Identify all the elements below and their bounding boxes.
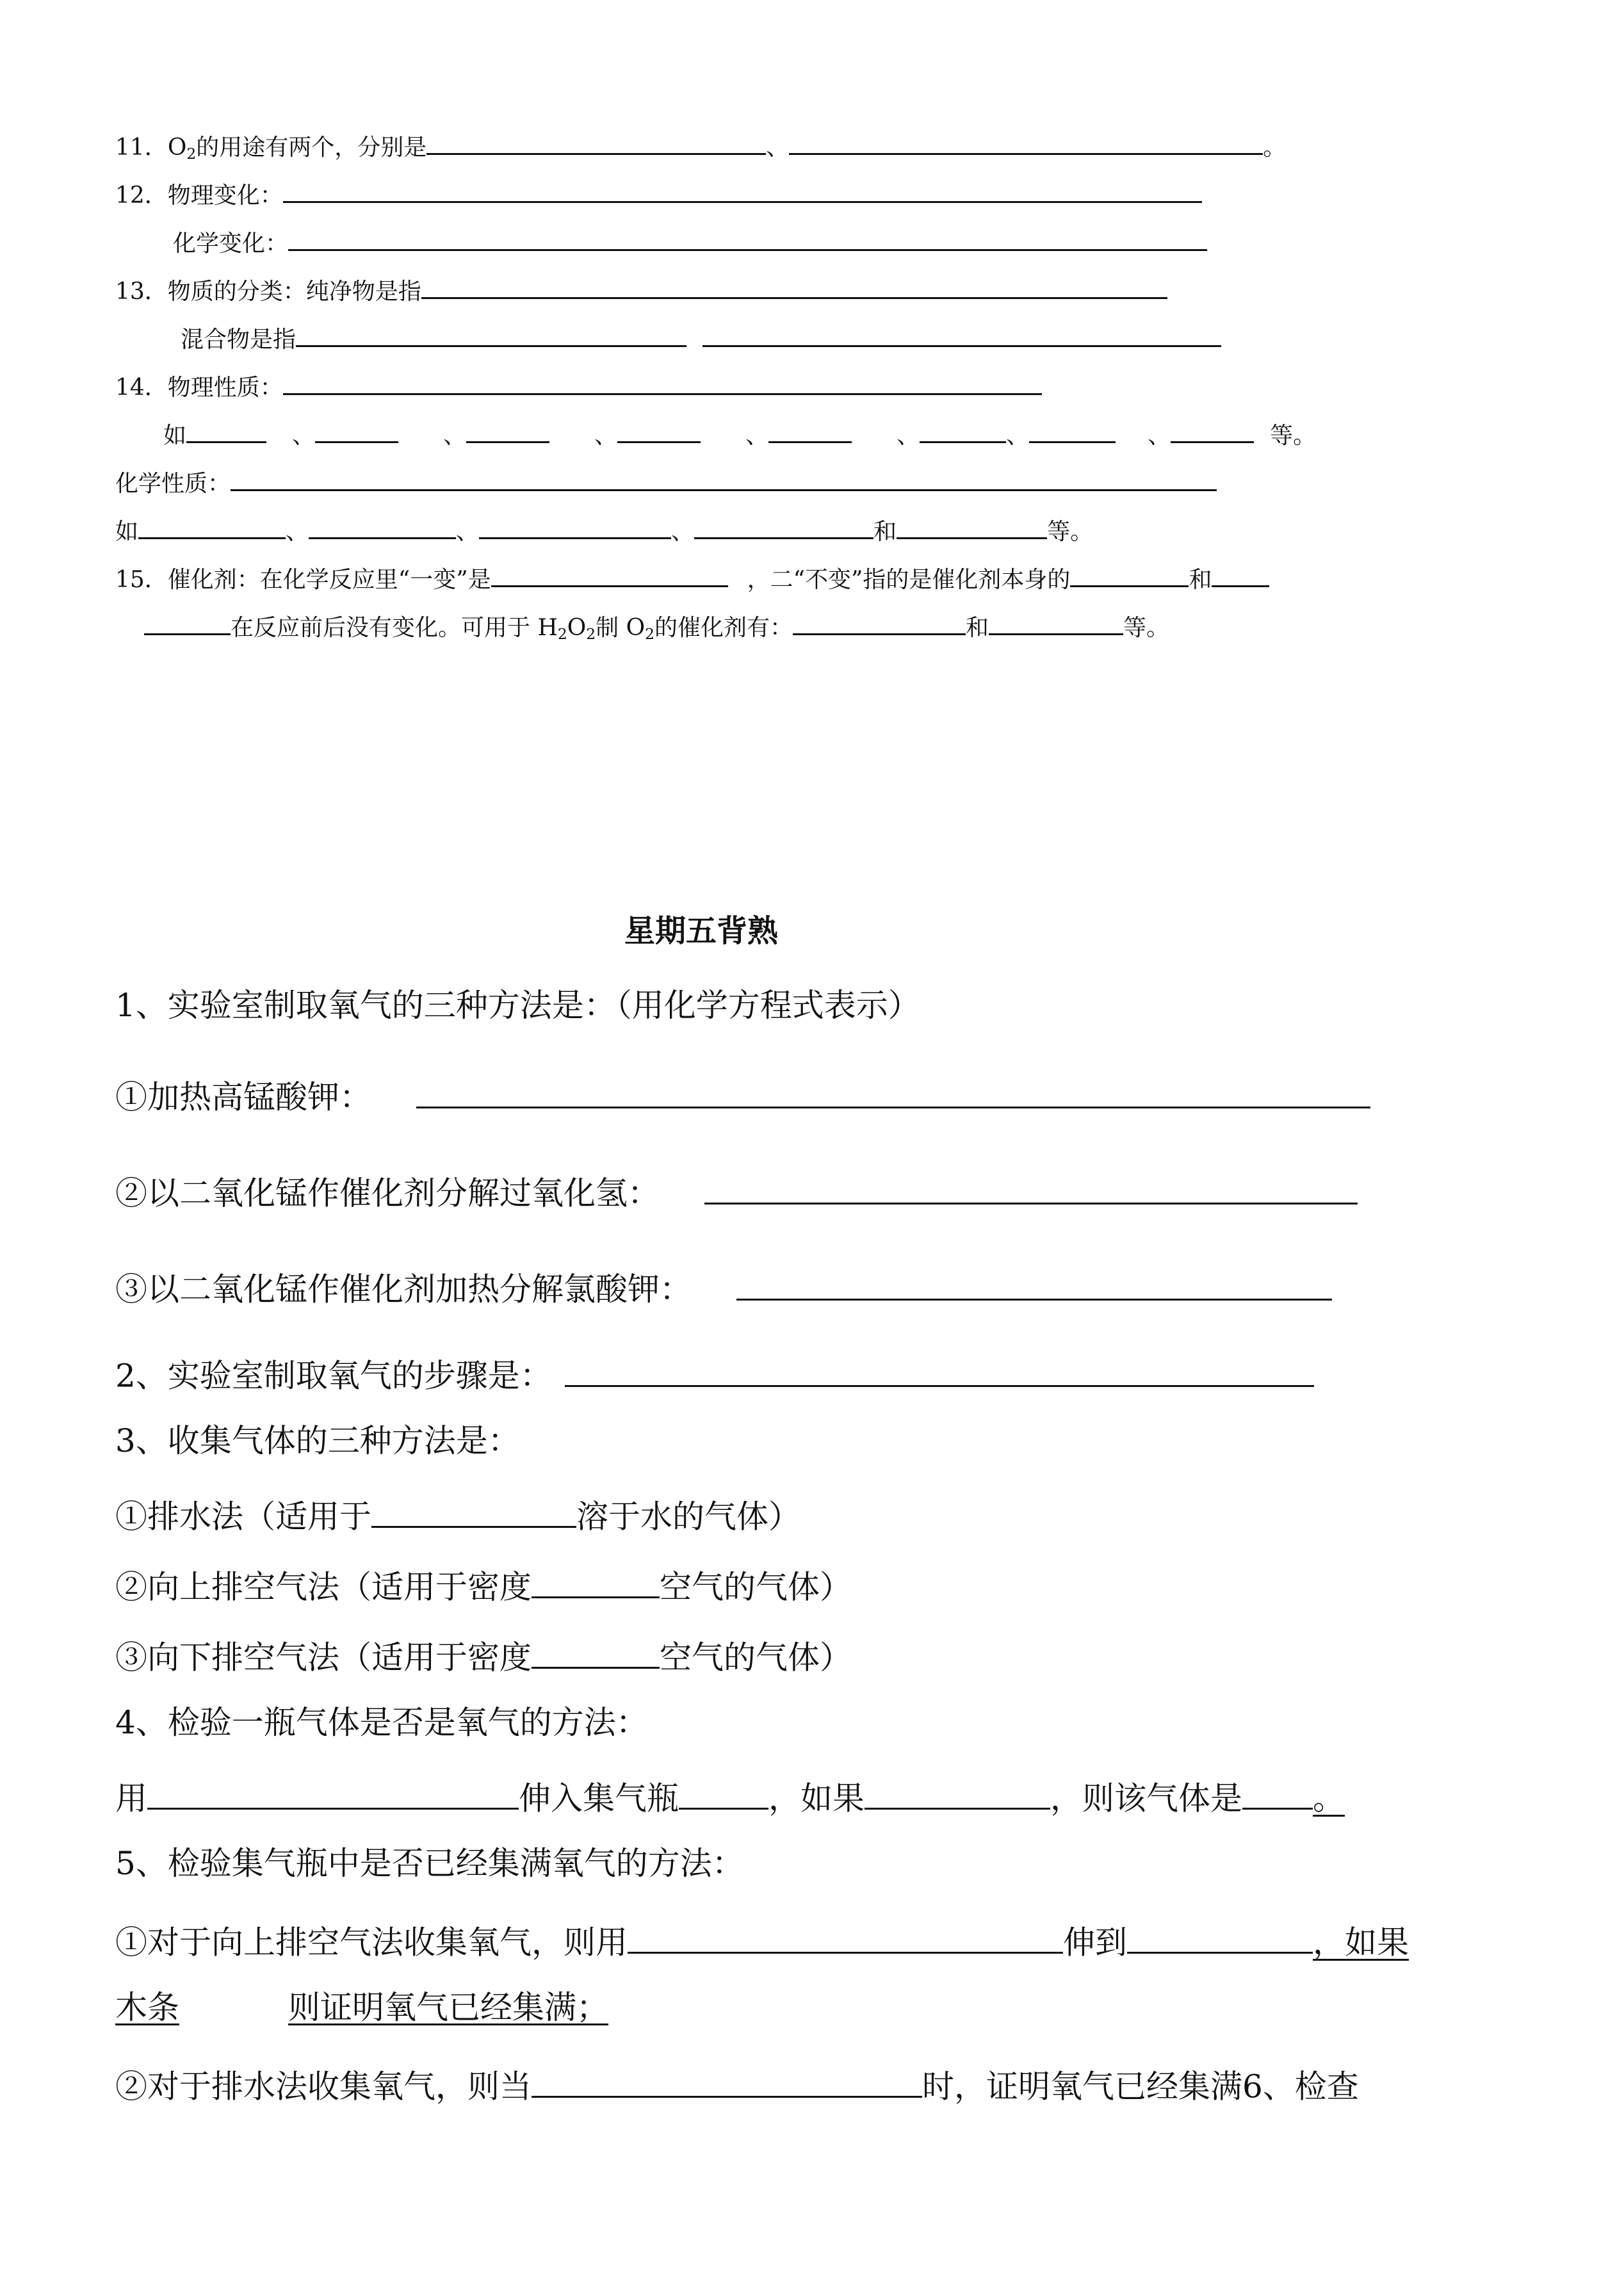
q14-chem-blank[interactable] [231, 467, 1217, 491]
q12-physical-line: 12．物理变化： [115, 179, 1202, 207]
friday-method-3: ③以二氧化锰作催化剂加热分解氯酸钾： [115, 1268, 1332, 1306]
full-check-blank-1[interactable] [628, 1921, 1063, 1954]
test-blank-2[interactable] [679, 1777, 768, 1810]
collect-method-2: ②向上排空气法（适用于密度 空气的气体） [115, 1566, 852, 1603]
q12-chemical-blank[interactable] [288, 227, 1207, 251]
q14-chem-ex-blank-2[interactable] [309, 515, 456, 539]
q14-physical-blank[interactable] [283, 371, 1042, 395]
full-check-blank-2[interactable] [1127, 1921, 1313, 1954]
q11-line: 11．$O_2$的用途有两个，分别是 、 。 [115, 131, 1286, 159]
q14-chem-ex-blank-3[interactable] [479, 515, 671, 539]
collect-1-blank[interactable] [371, 1495, 576, 1528]
q13-pure-line: 13．物质的分类：纯净物是指 [115, 275, 1167, 304]
test-blank-3[interactable] [865, 1777, 1050, 1810]
q14-chem-examples-line: 如 、 、 、 和 等。 [115, 515, 1093, 544]
collect-method-1: ①排水法（适用于 溶于水的气体） [115, 1495, 800, 1533]
q15-catalyst-blank-2[interactable] [989, 612, 1123, 635]
method-3-blank[interactable] [736, 1268, 1332, 1301]
full-check-1-cont [115, 1989, 608, 2026]
q12-physical-blank[interactable] [283, 179, 1202, 203]
friday-q2: 2、实验室制取氧气的步骤是： [115, 1354, 1314, 1392]
q11-blank-2[interactable] [789, 131, 1263, 155]
q14-examples-line: 如 、 、 、 、 、 、 、 等。 [163, 419, 1316, 448]
q13-mixture-blank-1[interactable] [296, 323, 686, 347]
q15-blank-1[interactable] [491, 564, 728, 587]
test-oxygen-line: 用 伸入集气瓶 ，如果 ，则该气体是 。 [115, 1777, 1345, 1815]
q14-chem-ex-blank-4[interactable] [694, 515, 873, 539]
friday-q1: 1、实验室制取氧气的三种方法是：（用化学方程式表示） [115, 987, 920, 1024]
q12-chemical-line: 化学变化： [173, 227, 1207, 255]
friday-q4: 4、检验一瓶气体是否是氧气的方法： [115, 1704, 648, 1741]
q14-ex-blank-5[interactable] [768, 419, 852, 443]
test-blank-4[interactable] [1242, 1777, 1313, 1810]
q15-blank-3-cont[interactable] [144, 612, 231, 635]
full-check-underlined: 木条 则证明氧气已经集满； [115, 1989, 608, 2026]
method-2-blank[interactable] [704, 1172, 1358, 1204]
q14-ex-blank-7[interactable] [1029, 419, 1116, 443]
friday-q5: 5、检验集气瓶中是否已经集满氧气的方法： [115, 1845, 744, 1882]
full-check-2: ②对于排水法收集氧气，则当 时，证明氧气已经集满6、检查 [115, 2065, 1359, 2103]
q14-chem-line: 化学性质： [115, 467, 1217, 496]
steps-blank[interactable] [565, 1354, 1314, 1387]
q15-line-1: 15．催化剂：在化学反应里“一变”是 ，二“不变”指的是催化剂本身的 和 [115, 564, 1269, 592]
q13-pure-blank[interactable] [421, 275, 1167, 299]
q15-blank-2[interactable] [1070, 564, 1189, 587]
collect-method-3: ③向下排空气法（适用于密度 空气的气体） [115, 1636, 852, 1674]
section-title: 星期五背熟 [624, 913, 779, 949]
q15-catalyst-blank-1[interactable] [793, 612, 966, 635]
q13-mixture-blank-2[interactable] [702, 323, 1221, 347]
q14-chem-ex-blank-1[interactable] [138, 515, 286, 539]
collect-3-blank[interactable] [532, 1636, 660, 1669]
q14-ex-blank-6[interactable] [920, 419, 1006, 443]
full-check-blank-3[interactable] [532, 2065, 922, 2098]
q14-ex-blank-8[interactable] [1171, 419, 1254, 443]
friday-method-2: ②以二氧化锰作催化剂分解过氧化氢： [115, 1172, 1358, 1210]
q14-ex-blank-3[interactable] [466, 419, 549, 443]
test-blank-1[interactable] [147, 1777, 519, 1810]
friday-method-1: ①加热高锰酸钾： [115, 1076, 1370, 1114]
q15-blank-3[interactable] [1212, 564, 1269, 587]
q15-line-2: 在反应前后没有变化。可用于 $H_2O_2$制 $O_2$的催化剂有： 和 等。 [144, 612, 1169, 640]
q14-ex-blank-1[interactable] [186, 419, 266, 443]
q14-physical-line: 14．物理性质： [115, 371, 1042, 400]
q14-chem-ex-blank-5[interactable] [897, 515, 1047, 539]
q11-blank-1[interactable] [426, 131, 766, 155]
method-1-blank[interactable] [416, 1076, 1370, 1108]
full-check-1: ①对于向上排空气法收集氧气，则用 伸到 ，如果 [115, 1921, 1409, 1959]
q14-ex-blank-4[interactable] [617, 419, 701, 443]
q13-mixture-line: 混合物是指 [181, 323, 1221, 352]
friday-q3: 3、收集气体的三种方法是： [115, 1422, 520, 1459]
collect-2-blank[interactable] [532, 1566, 660, 1598]
q14-ex-blank-2[interactable] [315, 419, 398, 443]
